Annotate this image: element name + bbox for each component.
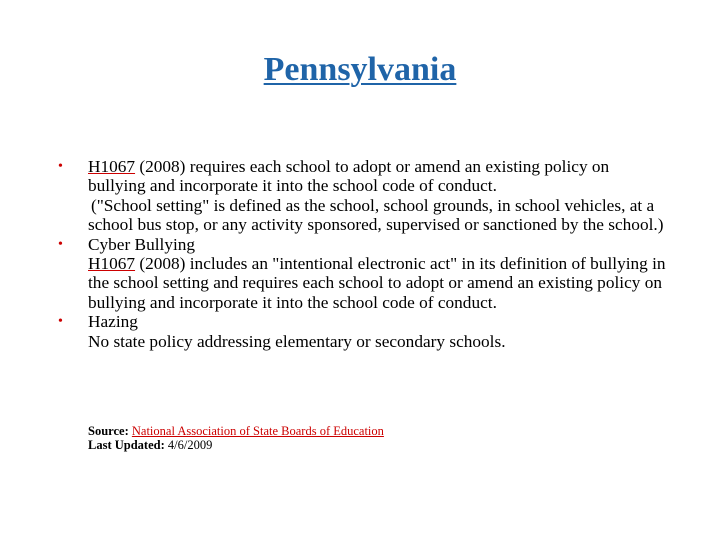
footer	[88, 424, 648, 452]
title-link[interactable]: Pennsylvania	[263, 51, 457, 88]
bullet-text: No state policy addressing elementary or secondary schools.	[88, 331, 506, 351]
list-item	[58, 157, 668, 235]
source-link[interactable]: National Association of State Boards of Education	[131, 424, 384, 438]
bill-link[interactable]: H1067	[88, 157, 136, 176]
source-line	[88, 424, 648, 438]
bullet-note: ("School setting" is defined as the school, school grounds, in school vehicles, at a school bus stop, or any activity sponsored, supervised or sanctioned by the school.)	[88, 195, 664, 235]
bullet-text: (2008) includes an "intentional electronic act" in its definition of bullying in the school setting and requires each school to adopt or amend an existing policy on bullying and incorporate it into the school code of conduct.	[88, 254, 666, 312]
page-title	[0, 50, 720, 90]
bill-link[interactable]: H1067	[88, 254, 136, 274]
bullet-heading: Hazing	[88, 312, 138, 332]
updated-value: 4/6/2009	[167, 438, 213, 452]
bullet-icon: •	[58, 236, 63, 252]
bullet-icon: •	[58, 159, 63, 174]
bullet-list	[58, 157, 668, 351]
bullet-text: (2008) requires each school to adopt or amend an existing policy on bullying and incorporate it into the school code of conduct.	[88, 157, 610, 196]
list-item	[58, 312, 668, 351]
bullet-heading: Cyber Bullying	[88, 234, 196, 254]
source-label: Source:	[88, 424, 129, 438]
bullet-icon: •	[58, 314, 63, 330]
updated-label: Last Updated:	[88, 438, 165, 452]
list-item	[58, 235, 668, 313]
updated-line	[88, 438, 648, 452]
